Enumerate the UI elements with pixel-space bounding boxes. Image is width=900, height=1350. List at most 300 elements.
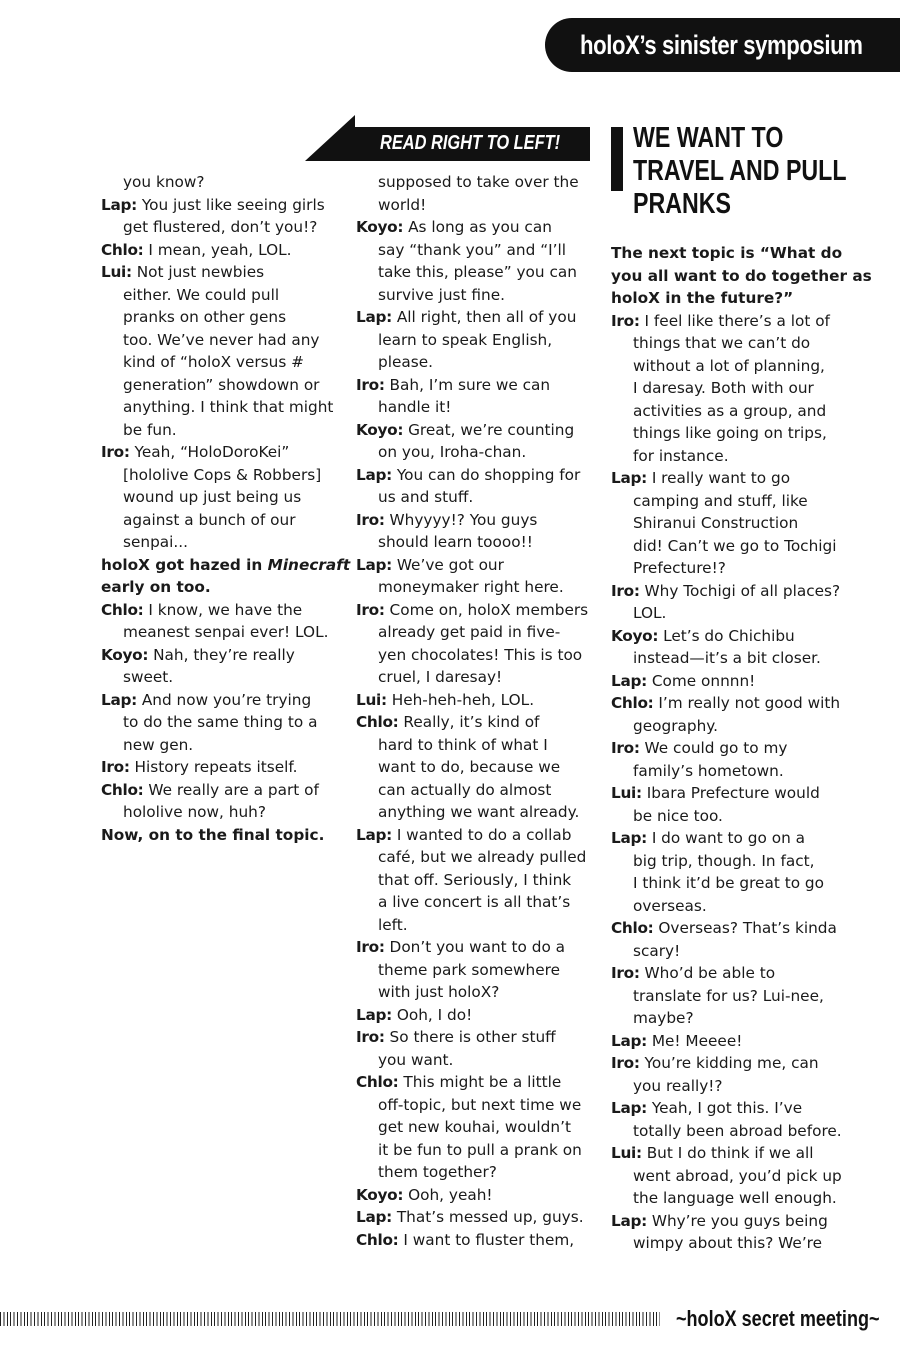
dialogue-entry [611, 242, 872, 310]
dialogue-text: Don’t you want to do a [389, 938, 566, 956]
dialogue-line [356, 824, 596, 847]
dialogue-line [611, 1165, 851, 1188]
dialogue-line [611, 535, 851, 558]
dialogue-text: LOL. [633, 604, 667, 622]
dialogue-line [356, 216, 596, 239]
dialogue-text: should learn toooo!! [378, 533, 533, 551]
speaker-name: Lui: [101, 263, 132, 281]
speaker-name: Lui: [611, 784, 642, 802]
dialogue-line [356, 734, 596, 757]
dialogue-line [611, 445, 851, 468]
dialogue-text: overseas. [633, 896, 707, 915]
dialogue-line [356, 981, 596, 1004]
dialogue-text: either. We could pull [123, 285, 280, 304]
dialogue-entry [101, 261, 341, 441]
dialogue-line [101, 666, 341, 689]
dialogue-line [356, 869, 596, 892]
speaker-name: Iro: [611, 311, 640, 330]
dialogue-line [611, 1007, 851, 1030]
dialogue-text: to do the same thing to a [123, 713, 318, 731]
dialogue-line [101, 284, 341, 307]
dialogue-line [356, 1026, 596, 1049]
dialogue-line [611, 1210, 851, 1233]
speaker-name: Lap: [356, 308, 392, 326]
dialogue-text: You’re kidding me, can [644, 1054, 819, 1072]
dialogue-text: I really want to go [651, 469, 791, 487]
dialogue-line [101, 261, 341, 284]
dialogue-text: Me! Meeee! [651, 1031, 743, 1050]
dialogue-line [356, 1004, 596, 1027]
dialogue-line [101, 756, 341, 779]
dialogue-entry [356, 599, 596, 689]
dialogue-text: We could go to my [644, 739, 788, 757]
dialogue-text: But I do think if we all [646, 1144, 814, 1162]
dialogue-text: get new kouhai, wouldn’t [378, 1118, 571, 1136]
dialogue-line [101, 441, 341, 464]
dialogue-line [611, 1232, 851, 1255]
dialogue-line [611, 805, 851, 828]
dialogue-text: handle it! [378, 398, 452, 416]
dialogue-line [356, 936, 596, 959]
dialogue-line [356, 509, 596, 532]
dialogue-line [101, 779, 341, 802]
speaker-name: Lap: [101, 690, 137, 709]
dialogue-text: Let’s do Chichibu [663, 626, 795, 645]
dialogue-text: you want. [378, 1050, 454, 1069]
dialogue-line [356, 261, 596, 284]
dialogue-line [356, 171, 596, 194]
dialogue-text: too. We’ve never had any [123, 330, 320, 349]
dialogue-text: Heh-heh-heh, LOL. [391, 690, 535, 709]
dialogue-text: you know? [123, 173, 205, 191]
section-title-line: WE WANT TO [633, 122, 784, 154]
dialogue-text: went abroad, you’d pick up [633, 1166, 842, 1185]
dialogue-line [611, 1142, 851, 1165]
dialogue-entry [611, 670, 851, 693]
speaker-name: Iro: [101, 443, 130, 461]
dialogue-line [101, 329, 341, 352]
dialogue-entry [356, 509, 596, 554]
dialogue-entry [101, 756, 341, 779]
dialogue-line [356, 1094, 596, 1117]
dialogue-text: big trip, though. In fact, [633, 851, 815, 870]
dialogue-line [611, 715, 851, 738]
dialogue-text: wimpy about this? We’re [633, 1234, 823, 1252]
dialogue-entry [356, 689, 596, 712]
dialogue-text: can actually do almost [378, 780, 552, 799]
dialogue-text: pranks on other gens [123, 308, 287, 326]
dialogue-entry [101, 171, 341, 194]
dialogue-text: family’s hometown. [633, 761, 784, 780]
dialogue-line [356, 239, 596, 262]
dialogue-entry [101, 689, 341, 757]
dialogue-text: We really are a part of [148, 780, 319, 799]
dialogue-text: survive just fine. [378, 285, 505, 304]
dialogue-line [101, 351, 341, 374]
dialogue-text: scary! [633, 941, 681, 960]
dialogue-text: And now you’re trying [141, 690, 312, 709]
dialogue-line [611, 985, 851, 1008]
speaker-name: Iro: [356, 938, 385, 956]
dialogue-line [356, 329, 596, 352]
dialogue-text: moneymaker right here. [378, 578, 564, 596]
dialogue-line [356, 914, 596, 937]
dialogue-text: be fun. [123, 420, 177, 439]
speaker-name: Lap: [101, 195, 137, 214]
dialogue-text: Nah, they’re really [153, 645, 295, 664]
dialogue-line [611, 1075, 851, 1098]
text-column-3 [611, 242, 872, 1255]
dialogue-line [611, 310, 851, 333]
speaker-name: Iro: [356, 510, 385, 529]
dialogue-entry [101, 441, 341, 554]
dialogue-line [611, 1052, 851, 1075]
dialogue-text: Great, we’re counting [408, 420, 575, 439]
speaker-name: Koyo: [611, 626, 659, 645]
dialogue-text: take this, please” you can [378, 263, 577, 281]
dialogue-text: new gen. [123, 735, 194, 754]
dialogue-entry [611, 917, 851, 962]
dialogue-line [356, 554, 596, 577]
speaker-name: Lap: [611, 671, 647, 690]
speaker-name: Koyo: [356, 1185, 404, 1204]
question-line: The next topic is “What do [611, 244, 843, 262]
dialogue-line [101, 396, 341, 419]
dialogue-line [611, 782, 851, 805]
speaker-name: Koyo: [356, 218, 404, 236]
dialogue-line [101, 306, 341, 329]
dialogue-entry [356, 374, 596, 419]
dialogue-text: them together? [378, 1163, 497, 1181]
dialogue-text: Come on, holoX members [389, 600, 589, 619]
dialogue-line [356, 1049, 596, 1072]
dialogue-text: instead—it’s a bit closer. [633, 649, 821, 667]
dialogue-text: totally been abroad before. [633, 1121, 842, 1140]
dialogue-text: generation” showdown or [123, 375, 320, 394]
dialogue-line [356, 1071, 596, 1094]
dialogue-line [356, 644, 596, 667]
dialogue-text: kind of “holoX versus # [123, 353, 304, 371]
dialogue-text: did! Can’t we go to Tochigi [633, 536, 837, 555]
dialogue-text: for instance. [633, 446, 729, 465]
dialogue-line [101, 239, 341, 262]
dialogue-line [611, 467, 851, 490]
dialogue-line [356, 801, 596, 824]
section-title-bar [611, 127, 623, 191]
dialogue-text: say “thank you” and “I’ll [378, 240, 566, 259]
dialogue-text: without a lot of planning, [633, 356, 825, 375]
dialogue-entry [611, 310, 851, 468]
dialogue-text: Ibara Prefecture would [646, 784, 820, 802]
dialogue-text: Bah, I’m sure we can [389, 375, 551, 394]
dialogue-text: anything. I think that might [123, 398, 334, 416]
dialogue-line [611, 557, 851, 580]
dialogue-entry [101, 599, 341, 644]
dialogue-text: maybe? [633, 1009, 694, 1027]
speaker-name: Iro: [611, 964, 640, 982]
dialogue-line [611, 895, 851, 918]
dialogue-text: learn to speak English, [378, 330, 553, 349]
dialogue-line [101, 599, 341, 622]
dialogue-line [611, 625, 851, 648]
dialogue-line [101, 734, 341, 757]
speaker-name: Lap: [611, 1099, 647, 1117]
dialogue-text: the language well enough. [633, 1189, 837, 1207]
speaker-name: Lap: [356, 825, 392, 844]
dialogue-entry [611, 737, 851, 782]
dialogue-entry [611, 962, 851, 1030]
question-line [101, 554, 351, 577]
dialogue-text: This might be a little [403, 1073, 562, 1091]
speaker-name: Chlo: [611, 919, 654, 937]
dialogue-text: us and stuff. [378, 488, 474, 506]
dialogue-line [611, 332, 851, 355]
dialogue-line [101, 464, 341, 487]
dialogue-line [356, 419, 596, 442]
dialogue-line [101, 644, 341, 667]
dialogue-text: already get paid in five- [378, 623, 561, 641]
dialogue-text: be nice too. [633, 806, 723, 825]
question-line: holoX in the future?” [611, 289, 794, 307]
footer-label: ~holoX secret meeting~ [676, 1306, 880, 1331]
dialogue-line [611, 377, 851, 400]
dialogue-entry [611, 1210, 851, 1255]
dialogue-line [356, 396, 596, 419]
dialogue-text: Whyyyy!? You guys [389, 510, 538, 529]
dialogue-entry [356, 1229, 596, 1252]
dialogue-text: I do want to go on a [651, 829, 805, 847]
dialogue-text: hololive now, huh? [123, 803, 266, 821]
dialogue-text: Who’d be able to [644, 964, 776, 982]
dialogue-text: Yeah, I got this. I’ve [651, 1099, 803, 1117]
dialogue-line [611, 760, 851, 783]
dialogue-line [611, 422, 851, 445]
dialogue-line [356, 891, 596, 914]
dialogue-line [611, 692, 851, 715]
dialogue-entry [101, 194, 341, 239]
speaker-name: Chlo: [101, 240, 144, 259]
dialogue-entry [356, 554, 596, 599]
dialogue-text: activities as a group, and [633, 401, 827, 420]
dialogue-line [356, 194, 596, 217]
dialogue-text: We’ve got our [396, 555, 504, 574]
dialogue-text: yen chocolates! This is too [378, 645, 583, 664]
question-line: early on too. [101, 578, 211, 596]
dialogue-line [101, 689, 341, 712]
dialogue-text: hard to think of what I [378, 735, 548, 754]
dialogue-text: anything we want already. [378, 803, 580, 821]
dialogue-text: Why Tochigi of all places? [644, 581, 841, 600]
dialogue-entry [611, 827, 851, 917]
dialogue-line [101, 419, 341, 442]
dialogue-line [101, 531, 341, 554]
dialogue-text: camping and stuff, like [633, 491, 808, 510]
speaker-name: Lap: [356, 465, 392, 484]
dialogue-line [356, 711, 596, 734]
dialogue-text: All right, then all of you [396, 308, 577, 326]
dialogue-text: I know, we have the [148, 600, 303, 619]
speaker-name: Lap: [356, 555, 392, 574]
dialogue-text: a live concert is all that’s [378, 893, 571, 911]
dialogue-text: You just like seeing girls [141, 195, 325, 214]
question-line: Now, on to the final topic. [101, 825, 325, 844]
dialogue-text: I’m really not good with [658, 694, 841, 712]
dialogue-line [611, 400, 851, 423]
dialogue-line [611, 962, 851, 985]
dialogue-entry [356, 1184, 596, 1207]
dialogue-text: café, but we already pulled [378, 848, 587, 866]
dialogue-entry [356, 1206, 596, 1229]
dialogue-text: So there is other stuff [389, 1028, 556, 1046]
dialogue-line [356, 689, 596, 712]
dialogue-line [101, 711, 341, 734]
dialogue-text: sweet. [123, 668, 174, 686]
dialogue-line [356, 666, 596, 689]
dialogue-line [611, 850, 851, 873]
speaker-name: Lui: [356, 690, 387, 709]
dialogue-text: geography. [633, 716, 718, 735]
dialogue-line [611, 1030, 851, 1053]
section-title-line: PRANKS [633, 188, 731, 220]
dialogue-line [101, 486, 341, 509]
dialogue-text: [hololive Cops & Robbers] [123, 465, 322, 484]
dialogue-line [356, 621, 596, 644]
dialogue-text: I mean, yeah, LOL. [148, 240, 292, 259]
dialogue-line [611, 355, 851, 378]
dialogue-line [356, 779, 596, 802]
dialogue-text: Come onnnn! [651, 671, 756, 690]
speaker-name: Iro: [611, 1054, 640, 1072]
dialogue-text: please. [378, 353, 433, 371]
dialogue-text: it be fun to pull a prank on [378, 1140, 582, 1159]
dialogue-entry [356, 711, 596, 824]
dialogue-entry [356, 306, 596, 374]
dialogue-entry [611, 692, 851, 737]
dialogue-text: History repeats itself. [134, 758, 298, 776]
dialogue-line [611, 827, 851, 850]
dialogue-text: I daresay. Both with our [633, 379, 814, 397]
dialogue-text: I think it’d be great to go [633, 874, 824, 892]
dialogue-line [356, 351, 596, 374]
dialogue-text: meanest senpai ever! LOL. [123, 623, 329, 641]
dialogue-line [611, 1187, 851, 1210]
dialogue-entry [356, 936, 596, 1004]
question-text: holoX got hazed in [101, 555, 268, 574]
dialogue-entry [611, 1097, 851, 1142]
speaker-name: Lap: [611, 1211, 647, 1230]
speaker-name: Iro: [356, 600, 385, 619]
dialogue-text: left. [378, 915, 408, 934]
dialogue-text: things that we can’t do [633, 334, 811, 352]
speaker-name: Chlo: [356, 1230, 399, 1249]
dialogue-entry [101, 644, 341, 689]
dialogue-line [356, 1206, 596, 1229]
dialogue-text: You can do shopping for [396, 465, 581, 484]
dialogue-entry [611, 580, 851, 625]
footer-stripe-decoration [0, 1312, 660, 1326]
dialogue-line [611, 490, 851, 513]
dialogue-line [356, 959, 596, 982]
dialogue-entry [356, 171, 596, 216]
dialogue-line [611, 670, 851, 693]
dialogue-entry [356, 464, 596, 509]
dialogue-line [101, 801, 341, 824]
dialogue-entry [611, 467, 851, 580]
dialogue-line [356, 374, 596, 397]
dialogue-line [611, 917, 851, 940]
section-title [633, 122, 865, 221]
dialogue-text: Not just newbies [136, 263, 265, 281]
dialogue-text: Why’re you guys being [651, 1211, 828, 1230]
dialogue-text: you really!? [633, 1076, 723, 1095]
dialogue-entry [356, 824, 596, 937]
dialogue-text: theme park somewhere [378, 960, 560, 979]
game-title: Minecraft [267, 555, 351, 574]
dialogue-text: As long as you can [408, 218, 552, 236]
dialogue-text: That’s messed up, guys. [396, 1208, 584, 1226]
dialogue-line [356, 306, 596, 329]
speaker-name: Lap: [611, 469, 647, 487]
speaker-name: Lap: [611, 829, 647, 847]
dialogue-text: Shiranui Construction [633, 514, 799, 532]
dialogue-text: I wanted to do a collab [396, 825, 572, 844]
dialogue-text: wound up just being us [123, 488, 302, 506]
dialogue-text: cruel, I daresay! [378, 668, 503, 686]
dialogue-text: get flustered, don’t you!? [123, 218, 318, 236]
dialogue-line [101, 621, 341, 644]
dialogue-line [101, 509, 341, 532]
dialogue-entry [101, 239, 341, 262]
text-column-1 [101, 171, 351, 846]
dialogue-line [356, 531, 596, 554]
speaker-name: Chlo: [356, 713, 399, 731]
dialogue-entry [611, 625, 851, 670]
dialogue-line [356, 756, 596, 779]
dialogue-text: Really, it’s kind of [403, 713, 540, 731]
speaker-name: Chlo: [101, 780, 144, 799]
dialogue-line [611, 512, 851, 535]
dialogue-entry [101, 779, 341, 824]
section-title-line: TRAVEL AND PULL [633, 155, 847, 187]
dialogue-text: I feel like there’s a lot of [644, 311, 830, 330]
dialogue-entry [101, 554, 351, 599]
dialogue-text: want to do, because we [378, 758, 561, 776]
speaker-name: Iro: [611, 581, 640, 600]
dialogue-line [611, 872, 851, 895]
speaker-name: Iro: [611, 739, 640, 757]
dialogue-line [356, 284, 596, 307]
dialogue-text: Ooh, yeah! [408, 1185, 493, 1204]
dialogue-line [356, 1161, 596, 1184]
dialogue-line [356, 441, 596, 464]
dialogue-text: Prefecture!? [633, 559, 726, 577]
dialogue-entry [611, 1052, 851, 1097]
question-line: you all want to do together as [611, 266, 872, 285]
dialogue-text: things like going on trips, [633, 424, 827, 442]
dialogue-entry [611, 1030, 851, 1053]
speaker-name: Koyo: [101, 645, 149, 664]
dialogue-entry [356, 1004, 596, 1027]
dialogue-line [356, 576, 596, 599]
dialogue-line [356, 1116, 596, 1139]
dialogue-entry [356, 216, 596, 306]
dialogue-text: against a bunch of our [123, 510, 296, 529]
dialogue-entry [356, 1026, 596, 1071]
read-right-to-left-label: READ RIGHT TO LEFT! [380, 132, 561, 154]
dialogue-text: I want to fluster them, [403, 1230, 575, 1249]
dialogue-entry [356, 419, 596, 464]
dialogue-line [611, 1120, 851, 1143]
